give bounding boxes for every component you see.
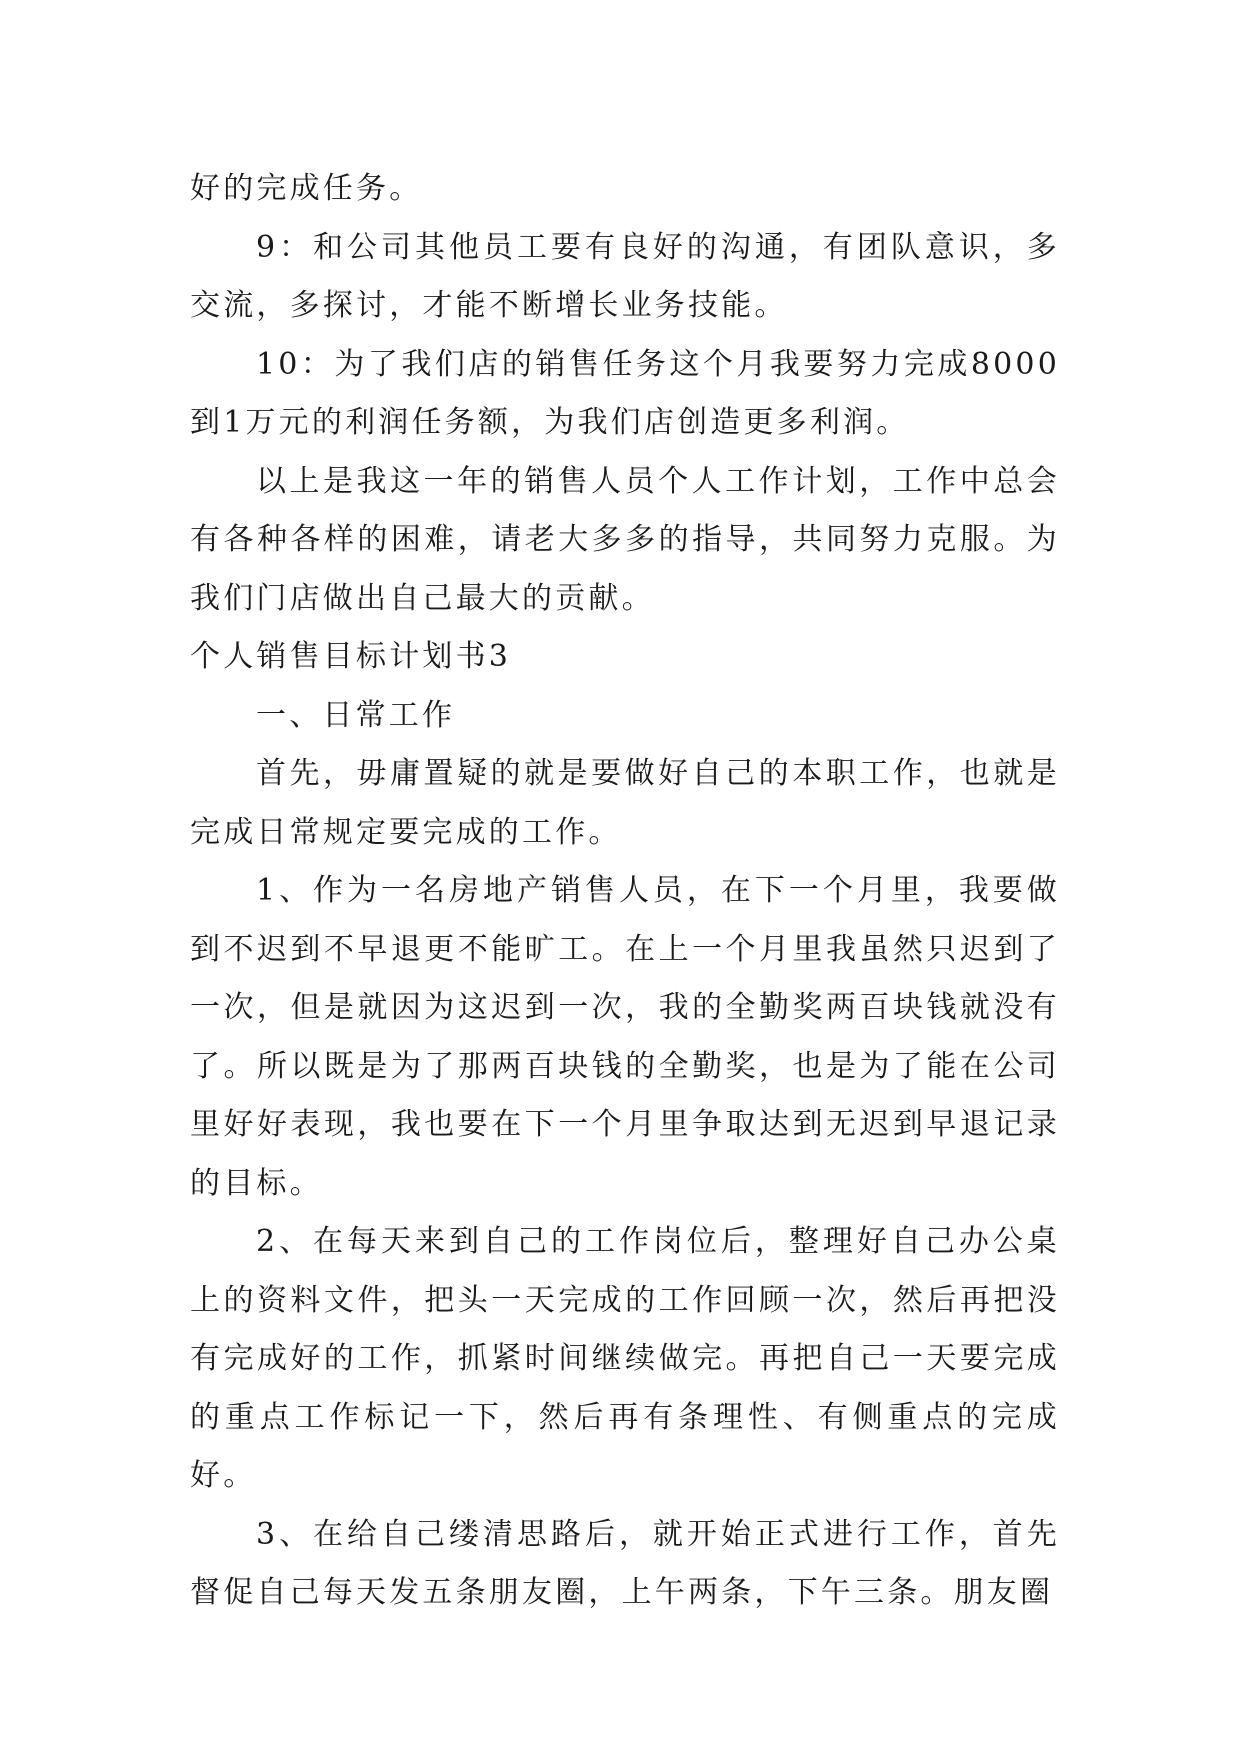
section-title: 个人销售目标计划书3 [190,639,512,674]
paragraph-point-2: 2、在每天来到自己的工作岗位后，整理好自己办公桌上的资料文件，把头一天完成的工作回顾一次，然后再把没有完成好的工作，抓紧时间继续做完。再把自己一天要完成的重点工作标记一下，然后再有条理性、有侧重点的完成好。 [190,1224,1060,1493]
paragraph-continuation: 好的完成任务。 [190,171,423,206]
paragraph-conclusion: 以上是我这一年的销售人员个人工作计划，工作中总会有各种各样的困难，请老大多多的指导，共同努力克服。为我们门店做出自己最大的贡献。 [190,463,1060,616]
subsection-heading: 一、日常工作 [256,697,456,733]
paragraph-item-10: 10：为了我们店的销售任务这个月我要努力完成8000到1万元的利润任务额，为我们店创造更多利润。 [190,346,1060,440]
paragraph-point-1: 1、作为一名房地产销售人员，在下一个月里，我要做到不迟到不早退更不能旷工。在上一个月里我虽然只迟到了一次，但是就因为这迟到一次，我的全勤奖两百块钱就没有了。所以既是为了那两百块钱的全勤奖，也是为了能在公司里好好表现，我也要在下一个月里争取达到无迟到早退记录的目标。 [190,873,1060,1201]
paragraph-intro: 首先，毋庸置疑的就是要做好自己的本职工作，也就是完成日常规定要完成的工作。 [190,756,1060,850]
document-body [190,160,1060,1623]
paragraph-item-9: 9：和公司其他员工要有良好的沟通，有团队意识，多交流，多探讨，才能不断增长业务技能。 [190,229,1060,323]
paragraph-point-3: 3、在给自己缕清思路后，就开始正式进行工作，首先督促自己每天发五条朋友圈，上午两条，下午三条。朋友圈 [190,1516,1060,1610]
